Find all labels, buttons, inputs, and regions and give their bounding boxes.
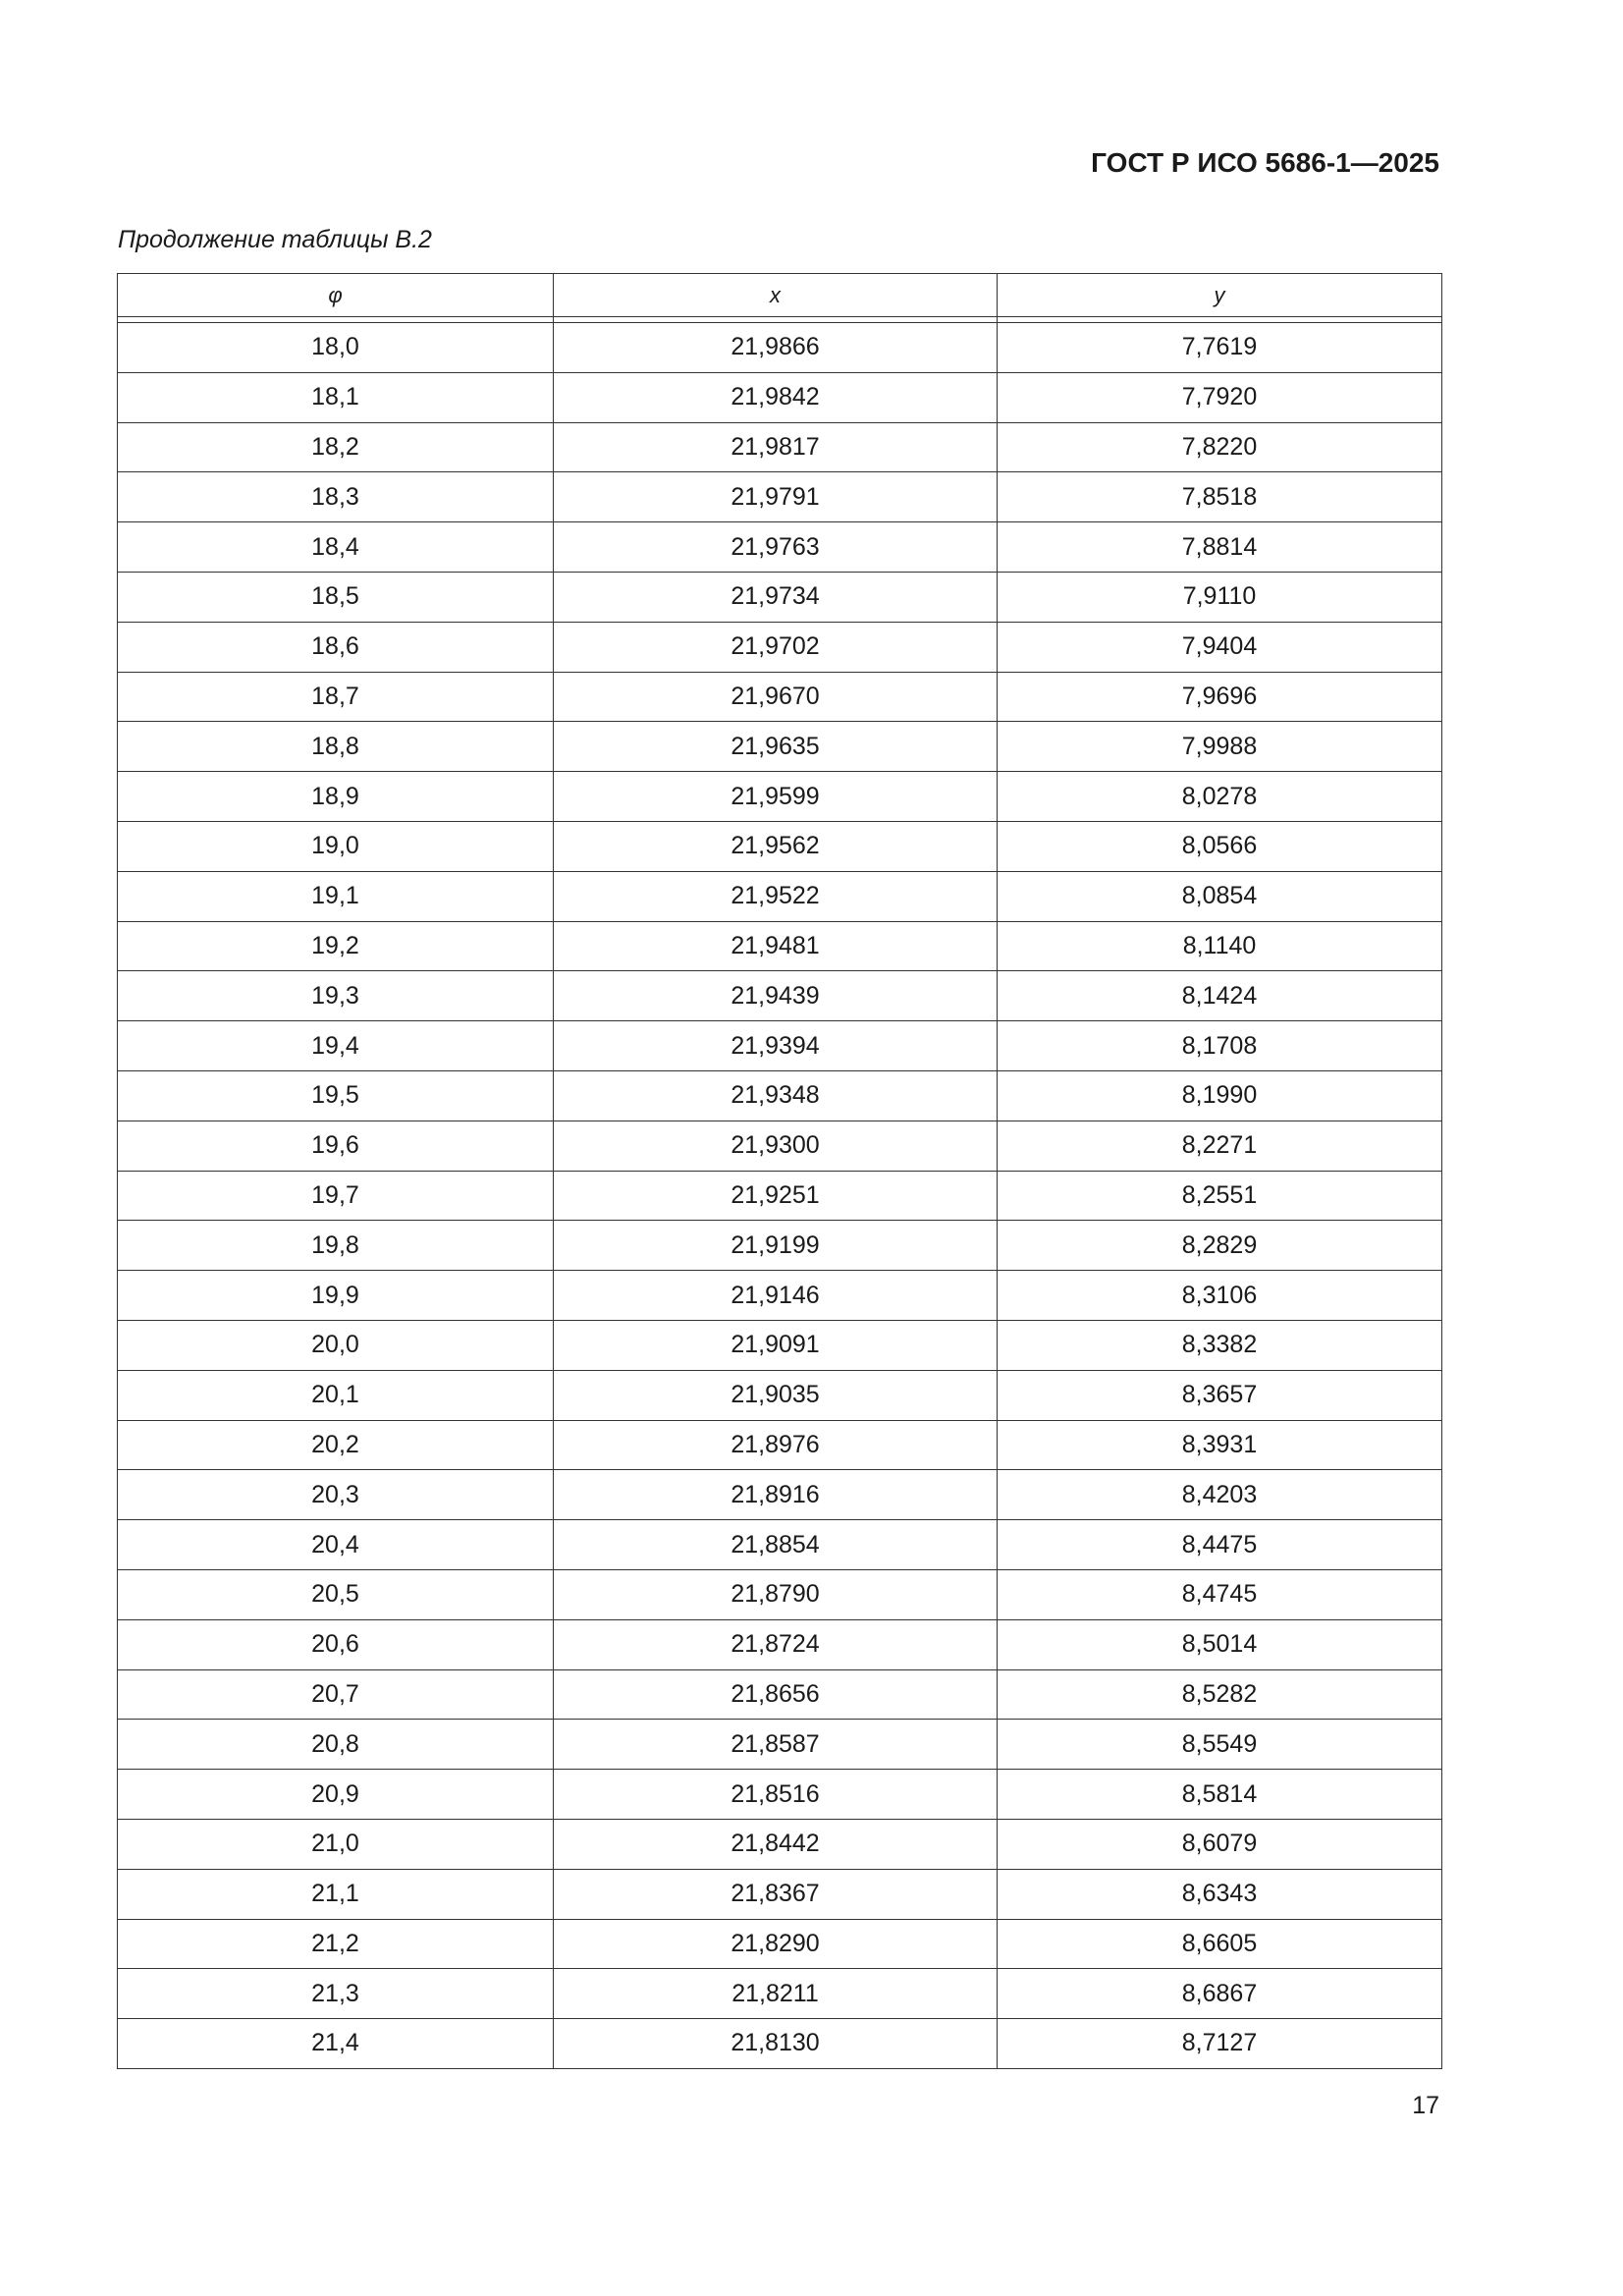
cell-y: 8,1708 xyxy=(998,1021,1442,1071)
table-row xyxy=(118,522,1442,573)
cell-phi: 18,0 xyxy=(118,323,554,373)
table-row xyxy=(118,1520,1442,1570)
cell-phi: 19,4 xyxy=(118,1021,554,1071)
table-row xyxy=(118,422,1442,472)
table-row xyxy=(118,1271,1442,1321)
table-row xyxy=(118,1669,1442,1720)
cell-x: 21,9481 xyxy=(554,921,998,971)
cell-x: 21,9791 xyxy=(554,472,998,522)
table-row xyxy=(118,1770,1442,1820)
table-row xyxy=(118,871,1442,921)
table-row xyxy=(118,1021,1442,1071)
table-row xyxy=(118,1070,1442,1121)
cell-phi: 19,2 xyxy=(118,921,554,971)
cell-x: 21,8516 xyxy=(554,1770,998,1820)
cell-phi: 19,3 xyxy=(118,971,554,1021)
cell-x: 21,9702 xyxy=(554,622,998,672)
column-header-y: y xyxy=(998,274,1442,317)
table-row xyxy=(118,1370,1442,1420)
cell-y: 8,5282 xyxy=(998,1669,1442,1720)
cell-y: 8,1990 xyxy=(998,1070,1442,1121)
cell-phi: 18,1 xyxy=(118,372,554,422)
table-row xyxy=(118,1420,1442,1470)
table-row xyxy=(118,372,1442,422)
cell-phi: 18,2 xyxy=(118,422,554,472)
table-row xyxy=(118,472,1442,522)
cell-phi: 20,0 xyxy=(118,1320,554,1370)
cell-x: 21,8367 xyxy=(554,1869,998,1919)
table-row xyxy=(118,1720,1442,1770)
table-row xyxy=(118,622,1442,672)
cell-phi: 21,2 xyxy=(118,1919,554,1969)
cell-x: 21,8130 xyxy=(554,2019,998,2069)
cell-x: 21,9522 xyxy=(554,871,998,921)
cell-x: 21,9035 xyxy=(554,1370,998,1420)
cell-y: 8,3106 xyxy=(998,1271,1442,1321)
cell-phi: 19,5 xyxy=(118,1070,554,1121)
cell-y: 8,5014 xyxy=(998,1619,1442,1669)
cell-y: 8,6079 xyxy=(998,1819,1442,1869)
cell-y: 7,8814 xyxy=(998,522,1442,573)
cell-y: 8,4745 xyxy=(998,1569,1442,1619)
cell-x: 21,9842 xyxy=(554,372,998,422)
data-table xyxy=(117,273,1442,2069)
cell-y: 8,0566 xyxy=(998,821,1442,871)
cell-phi: 20,6 xyxy=(118,1619,554,1669)
table-row xyxy=(118,821,1442,871)
cell-y: 8,4203 xyxy=(998,1470,1442,1520)
cell-phi: 19,6 xyxy=(118,1121,554,1171)
cell-x: 21,8916 xyxy=(554,1470,998,1520)
cell-phi: 21,1 xyxy=(118,1869,554,1919)
cell-x: 21,9300 xyxy=(554,1121,998,1171)
cell-x: 21,9734 xyxy=(554,572,998,622)
table-row xyxy=(118,672,1442,722)
cell-y: 7,8220 xyxy=(998,422,1442,472)
cell-y: 8,6605 xyxy=(998,1919,1442,1969)
table-caption: Продолжение таблицы В.2 xyxy=(118,226,432,253)
cell-phi: 21,4 xyxy=(118,2019,554,2069)
cell-x: 21,9251 xyxy=(554,1171,998,1221)
cell-phi: 18,8 xyxy=(118,722,554,772)
cell-phi: 19,9 xyxy=(118,1271,554,1321)
table-row xyxy=(118,1969,1442,2019)
table-row xyxy=(118,323,1442,373)
cell-y: 8,1140 xyxy=(998,921,1442,971)
cell-x: 21,8211 xyxy=(554,1969,998,2019)
cell-x: 21,8587 xyxy=(554,1720,998,1770)
cell-y: 8,3382 xyxy=(998,1320,1442,1370)
cell-y: 8,6343 xyxy=(998,1869,1442,1919)
cell-y: 7,7619 xyxy=(998,323,1442,373)
cell-x: 21,9439 xyxy=(554,971,998,1021)
table-row xyxy=(118,1171,1442,1221)
table-row xyxy=(118,1470,1442,1520)
cell-x: 21,9394 xyxy=(554,1021,998,1071)
table-row xyxy=(118,971,1442,1021)
cell-x: 21,9670 xyxy=(554,672,998,722)
cell-x: 21,8790 xyxy=(554,1569,998,1619)
table-container xyxy=(117,273,1441,2069)
cell-x: 21,9348 xyxy=(554,1070,998,1121)
cell-x: 21,9635 xyxy=(554,722,998,772)
cell-x: 21,9146 xyxy=(554,1271,998,1321)
cell-phi: 19,7 xyxy=(118,1171,554,1221)
cell-y: 8,0854 xyxy=(998,871,1442,921)
cell-y: 7,7920 xyxy=(998,372,1442,422)
cell-y: 8,3657 xyxy=(998,1370,1442,1420)
cell-y: 8,3931 xyxy=(998,1420,1442,1470)
table-row xyxy=(118,572,1442,622)
cell-phi: 19,0 xyxy=(118,821,554,871)
cell-x: 21,8724 xyxy=(554,1619,998,1669)
cell-phi: 20,8 xyxy=(118,1720,554,1770)
table-row xyxy=(118,722,1442,772)
table-row xyxy=(118,1569,1442,1619)
cell-phi: 20,2 xyxy=(118,1420,554,1470)
cell-y: 7,9404 xyxy=(998,622,1442,672)
cell-y: 8,5814 xyxy=(998,1770,1442,1820)
page-number: 17 xyxy=(1412,2092,1439,2119)
column-header-x: x xyxy=(554,274,998,317)
table-row xyxy=(118,1819,1442,1869)
cell-x: 21,8976 xyxy=(554,1420,998,1470)
document-id-header: ГОСТ Р ИСО 5686-1—2025 xyxy=(1091,147,1439,178)
table-row xyxy=(118,1919,1442,1969)
cell-x: 21,9562 xyxy=(554,821,998,871)
cell-y: 7,8518 xyxy=(998,472,1442,522)
cell-x: 21,9199 xyxy=(554,1221,998,1271)
table-header xyxy=(118,274,1442,323)
cell-y: 8,5549 xyxy=(998,1720,1442,1770)
cell-phi: 18,5 xyxy=(118,572,554,622)
cell-x: 21,9091 xyxy=(554,1320,998,1370)
cell-phi: 18,6 xyxy=(118,622,554,672)
cell-y: 8,2271 xyxy=(998,1121,1442,1171)
cell-x: 21,8656 xyxy=(554,1669,998,1720)
cell-y: 7,9110 xyxy=(998,572,1442,622)
cell-y: 8,1424 xyxy=(998,971,1442,1021)
cell-phi: 20,3 xyxy=(118,1470,554,1520)
cell-phi: 20,4 xyxy=(118,1520,554,1570)
cell-y: 8,0278 xyxy=(998,772,1442,822)
cell-y: 8,7127 xyxy=(998,2019,1442,2069)
cell-phi: 18,9 xyxy=(118,772,554,822)
cell-x: 21,9866 xyxy=(554,323,998,373)
table-body xyxy=(118,323,1442,2069)
table-row xyxy=(118,1619,1442,1669)
cell-x: 21,9599 xyxy=(554,772,998,822)
cell-y: 8,6867 xyxy=(998,1969,1442,2019)
cell-x: 21,9763 xyxy=(554,522,998,573)
cell-phi: 21,3 xyxy=(118,1969,554,2019)
cell-phi: 18,3 xyxy=(118,472,554,522)
table-row xyxy=(118,1320,1442,1370)
cell-phi: 20,7 xyxy=(118,1669,554,1720)
table-row xyxy=(118,1869,1442,1919)
cell-phi: 18,7 xyxy=(118,672,554,722)
cell-phi: 20,5 xyxy=(118,1569,554,1619)
table-row xyxy=(118,921,1442,971)
table-row xyxy=(118,2019,1442,2069)
cell-x: 21,8442 xyxy=(554,1819,998,1869)
cell-y: 7,9988 xyxy=(998,722,1442,772)
table-row xyxy=(118,772,1442,822)
table-row xyxy=(118,1121,1442,1171)
cell-x: 21,9817 xyxy=(554,422,998,472)
cell-y: 7,9696 xyxy=(998,672,1442,722)
cell-x: 21,8854 xyxy=(554,1520,998,1570)
cell-phi: 20,9 xyxy=(118,1770,554,1820)
cell-y: 8,2551 xyxy=(998,1171,1442,1221)
cell-phi: 21,0 xyxy=(118,1819,554,1869)
cell-y: 8,4475 xyxy=(998,1520,1442,1570)
cell-phi: 20,1 xyxy=(118,1370,554,1420)
cell-phi: 19,8 xyxy=(118,1221,554,1271)
cell-y: 8,2829 xyxy=(998,1221,1442,1271)
cell-phi: 18,4 xyxy=(118,522,554,573)
cell-phi: 19,1 xyxy=(118,871,554,921)
table-row xyxy=(118,1221,1442,1271)
column-header-phi: φ xyxy=(118,274,554,317)
cell-x: 21,8290 xyxy=(554,1919,998,1969)
